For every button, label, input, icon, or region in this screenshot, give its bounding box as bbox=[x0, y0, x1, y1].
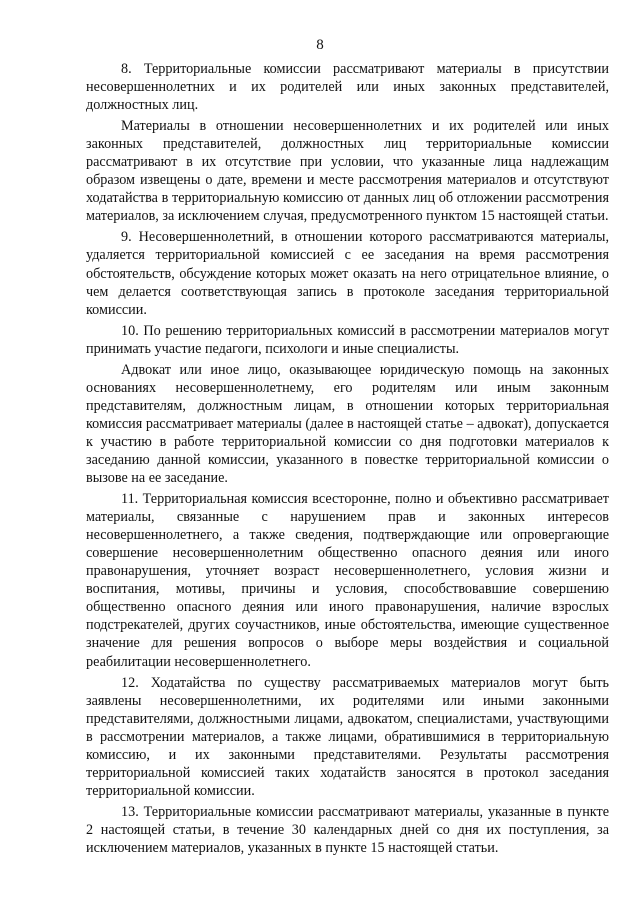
paragraph-1: 8. Территориальные комиссии рассматривают материалы в присутствии несовершеннолетних и их родителей или иных законных представителей, должностных лиц. bbox=[86, 61, 609, 114]
page-number: 8 bbox=[316, 37, 324, 53]
document-body bbox=[86, 60, 609, 857]
paragraph-6: 11. Территориальная комиссия всесторонне, полно и объективно рассматривает материалы, связанные с нарушением прав и законных интересов несовершеннолетнего, а также сведения, подтверждающие или опровергающие совершение несовершеннолетним общественно опасного деяния или иного правонарушения, уточняет возраст несовершеннолетнего, условия жизни и воспитания, мотивы, причины и условия, способствовавшие совершению общественно опасного деяния или иного правонарушения, наличие взрослых подстрекателей, других соучастников, иные обстоятельства, имеющие существенное значение для решения вопросов о выборе меры воздействия и социальной реабилитации несовершеннолетнего. bbox=[86, 491, 609, 670]
paragraph-8: 13. Территориальные комиссии рассматривают материалы, указанные в пункте 2 настоящей статьи, в течение 30 календарных дней со дня их поступления, за исключением материалов, указанных в пункте 15 настоящей статьи. bbox=[86, 803, 609, 856]
paragraph-5: Адвокат или иное лицо, оказывающее юридическую помощь на законных основаниях несовершеннолетнему, его родителям или иным законным представителям, должностным лицам, в отношении которых территориальная комиссия рассматривает материалы (далее в настоящей статье – адвокат), допускается к участию в работе территориальной комиссии со дня подготовки материалов к заседанию данной комиссии, указанного в повестке территориальной комиссии о вызове на ее заседание. bbox=[86, 361, 609, 487]
paragraph-3: 9. Несовершеннолетний, в отношении которого рассматриваются материалы, удаляется территориальной комиссией с ее заседания на время рассмотрения обстоятельств, обсуждение которых может оказать на него отрицательное влияние, о чем делается соответствующая запись в протоколе заседания территориальной комиссии. bbox=[86, 229, 609, 318]
paragraph-4: 10. По решению территориальных комиссий в рассмотрении материалов могут принимать участие педагоги, психологи и иные специалисты. bbox=[86, 322, 609, 357]
paragraph-2: Материалы в отношении несовершеннолетних и их родителей или иных законных представителей, должностных лиц территориальные комиссии рассматривают в их отсутствие при условии, что указанные лица надлежащим образом извещены о дате, времени и месте рассмотрения материалов и отсутствуют ходатайства в территориальную комиссию от данных лиц об отложении рассмотрения материалов, за исключением случая, предусмотренного пунктом 15 настоящей статьи. bbox=[86, 118, 609, 225]
paragraph-7: 12. Ходатайства по существу рассматриваемых материалов могут быть заявлены несовершеннолетними, их родителями или иными законными представителями, должностными лицами, адвокатом, специалистами, участвующими в рассмотрении материалов, а также лицами, обратившимися в территориальную комиссию, и их законными представителями. Результаты рассмотрения территориальной комиссией таких ходатайств заносятся в протокол заседания территориальной комиссии. bbox=[86, 674, 609, 799]
